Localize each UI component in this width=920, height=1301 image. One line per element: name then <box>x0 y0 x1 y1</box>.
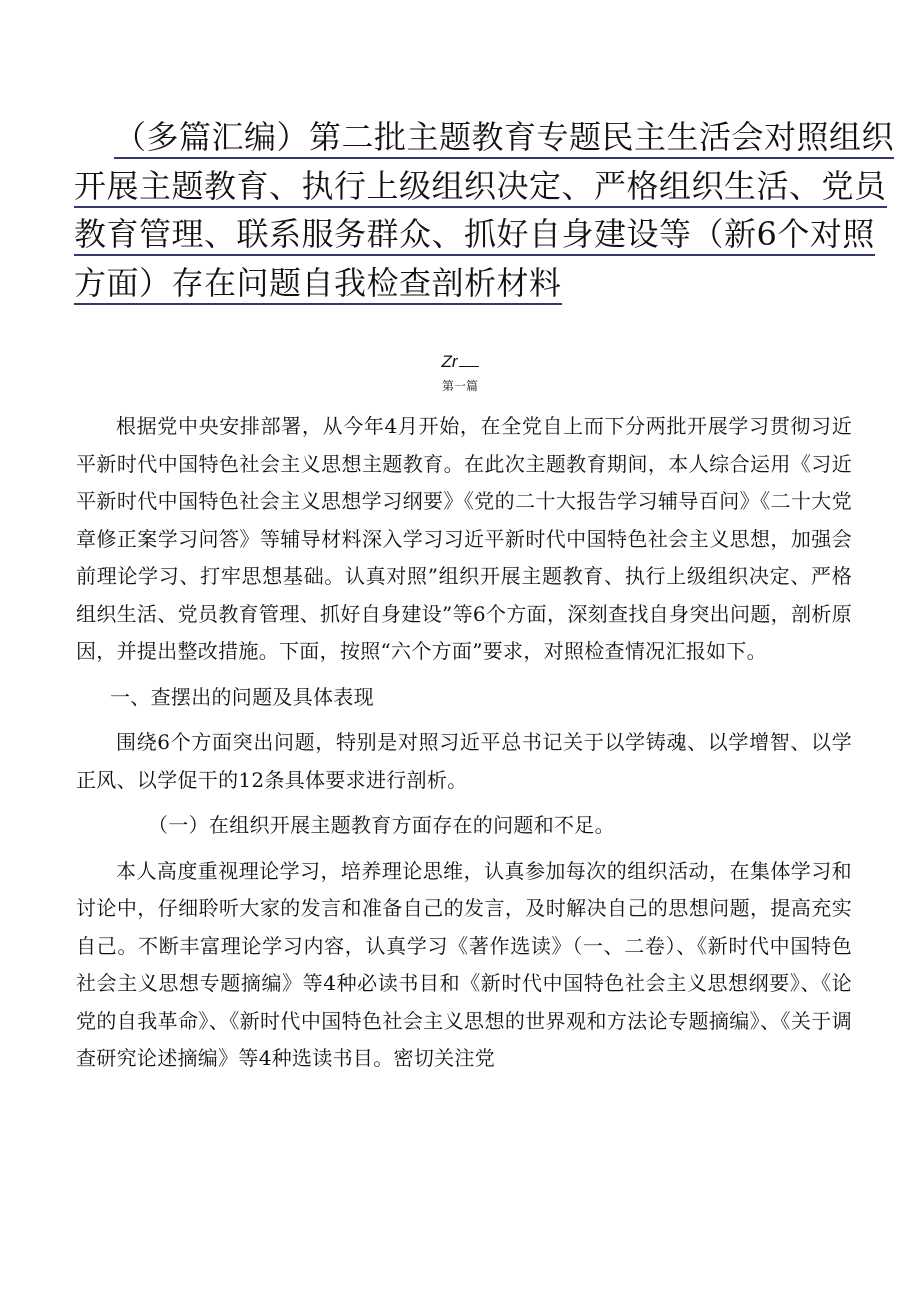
document-body <box>76 408 852 1078</box>
section-marker-underline <box>459 366 479 367</box>
heading-problems: 一、查摆出的问题及具体表现 <box>110 684 374 709</box>
section-marker <box>0 352 920 372</box>
paragraph-study: 本人高度重视理论学习，培养理论思维，认真参加每次的组织活动，在集体学习和讨论中，仔细聆听大家的发言和准备自己的发言，及时解决自己的思想问题，提高充实自己。不断丰富理论学习内容，认真学习《著作选读》（一、二卷）、《新时代中国特色社会主义思想专题摘编》等4种必读书目和《新时代中国特色社会主义思想纲要》、《论党的自我革命》、《新时代中国特色社会主义思想的世界观和方法论专题摘编》、《关于调查研究论述摘编》等4种选读书目。密切关注党 <box>76 858 852 1070</box>
section-label: 第一篇 <box>441 379 478 393</box>
paragraph-intro: 根据党中央安排部署，从今年4月开始，在全党自上而下分两批开展学习贯彻习近平新时代中国特色社会主义思想主题教育。在此次主题教育期间，本人综合运用《习近平新时代中国特色社会主义思想学习纲要》《党的二十大报告学习辅导百问》《二十大党章修正案学习问答》等辅导材料深入学习习近平新时代中国特色社会主义思想，加强会前理论学习、打牢思想基础。认真对照”组织开展主题教育、执行上级组织决定、严格组织生活、党员教育管理、抓好自身建设”等6个方面，深刻查找自身突出问题，剖析原因，并提出整改措施。下面，按照“六个方面”要求，对照检查情况汇报如下。 <box>76 414 852 663</box>
document-title <box>74 113 895 307</box>
title-line-3: 教育管理、联系服务群众、抓好自身建设等（新6个对照 <box>74 210 864 259</box>
section-marker-text: Zr <box>441 352 458 371</box>
paragraph-scope: 围绕6个方面突出问题，特别是对照习近平总书记关于以学铸魂、以学增智、以学正风、以学促干的12条具体要求进行剖析。 <box>76 730 852 792</box>
title-line-1: （多篇汇编）第二批主题教育专题民主生活会对照组织 <box>74 113 864 162</box>
title-line-4: 方面）存在问题自我检查剖析材料 <box>74 259 864 308</box>
title-line-2: 开展主题教育、执行上级组织决定、严格组织生活、党员 <box>74 162 864 211</box>
heading-subsection-1: （一）在组织开展主题教育方面存在的问题和不足。 <box>148 813 615 837</box>
